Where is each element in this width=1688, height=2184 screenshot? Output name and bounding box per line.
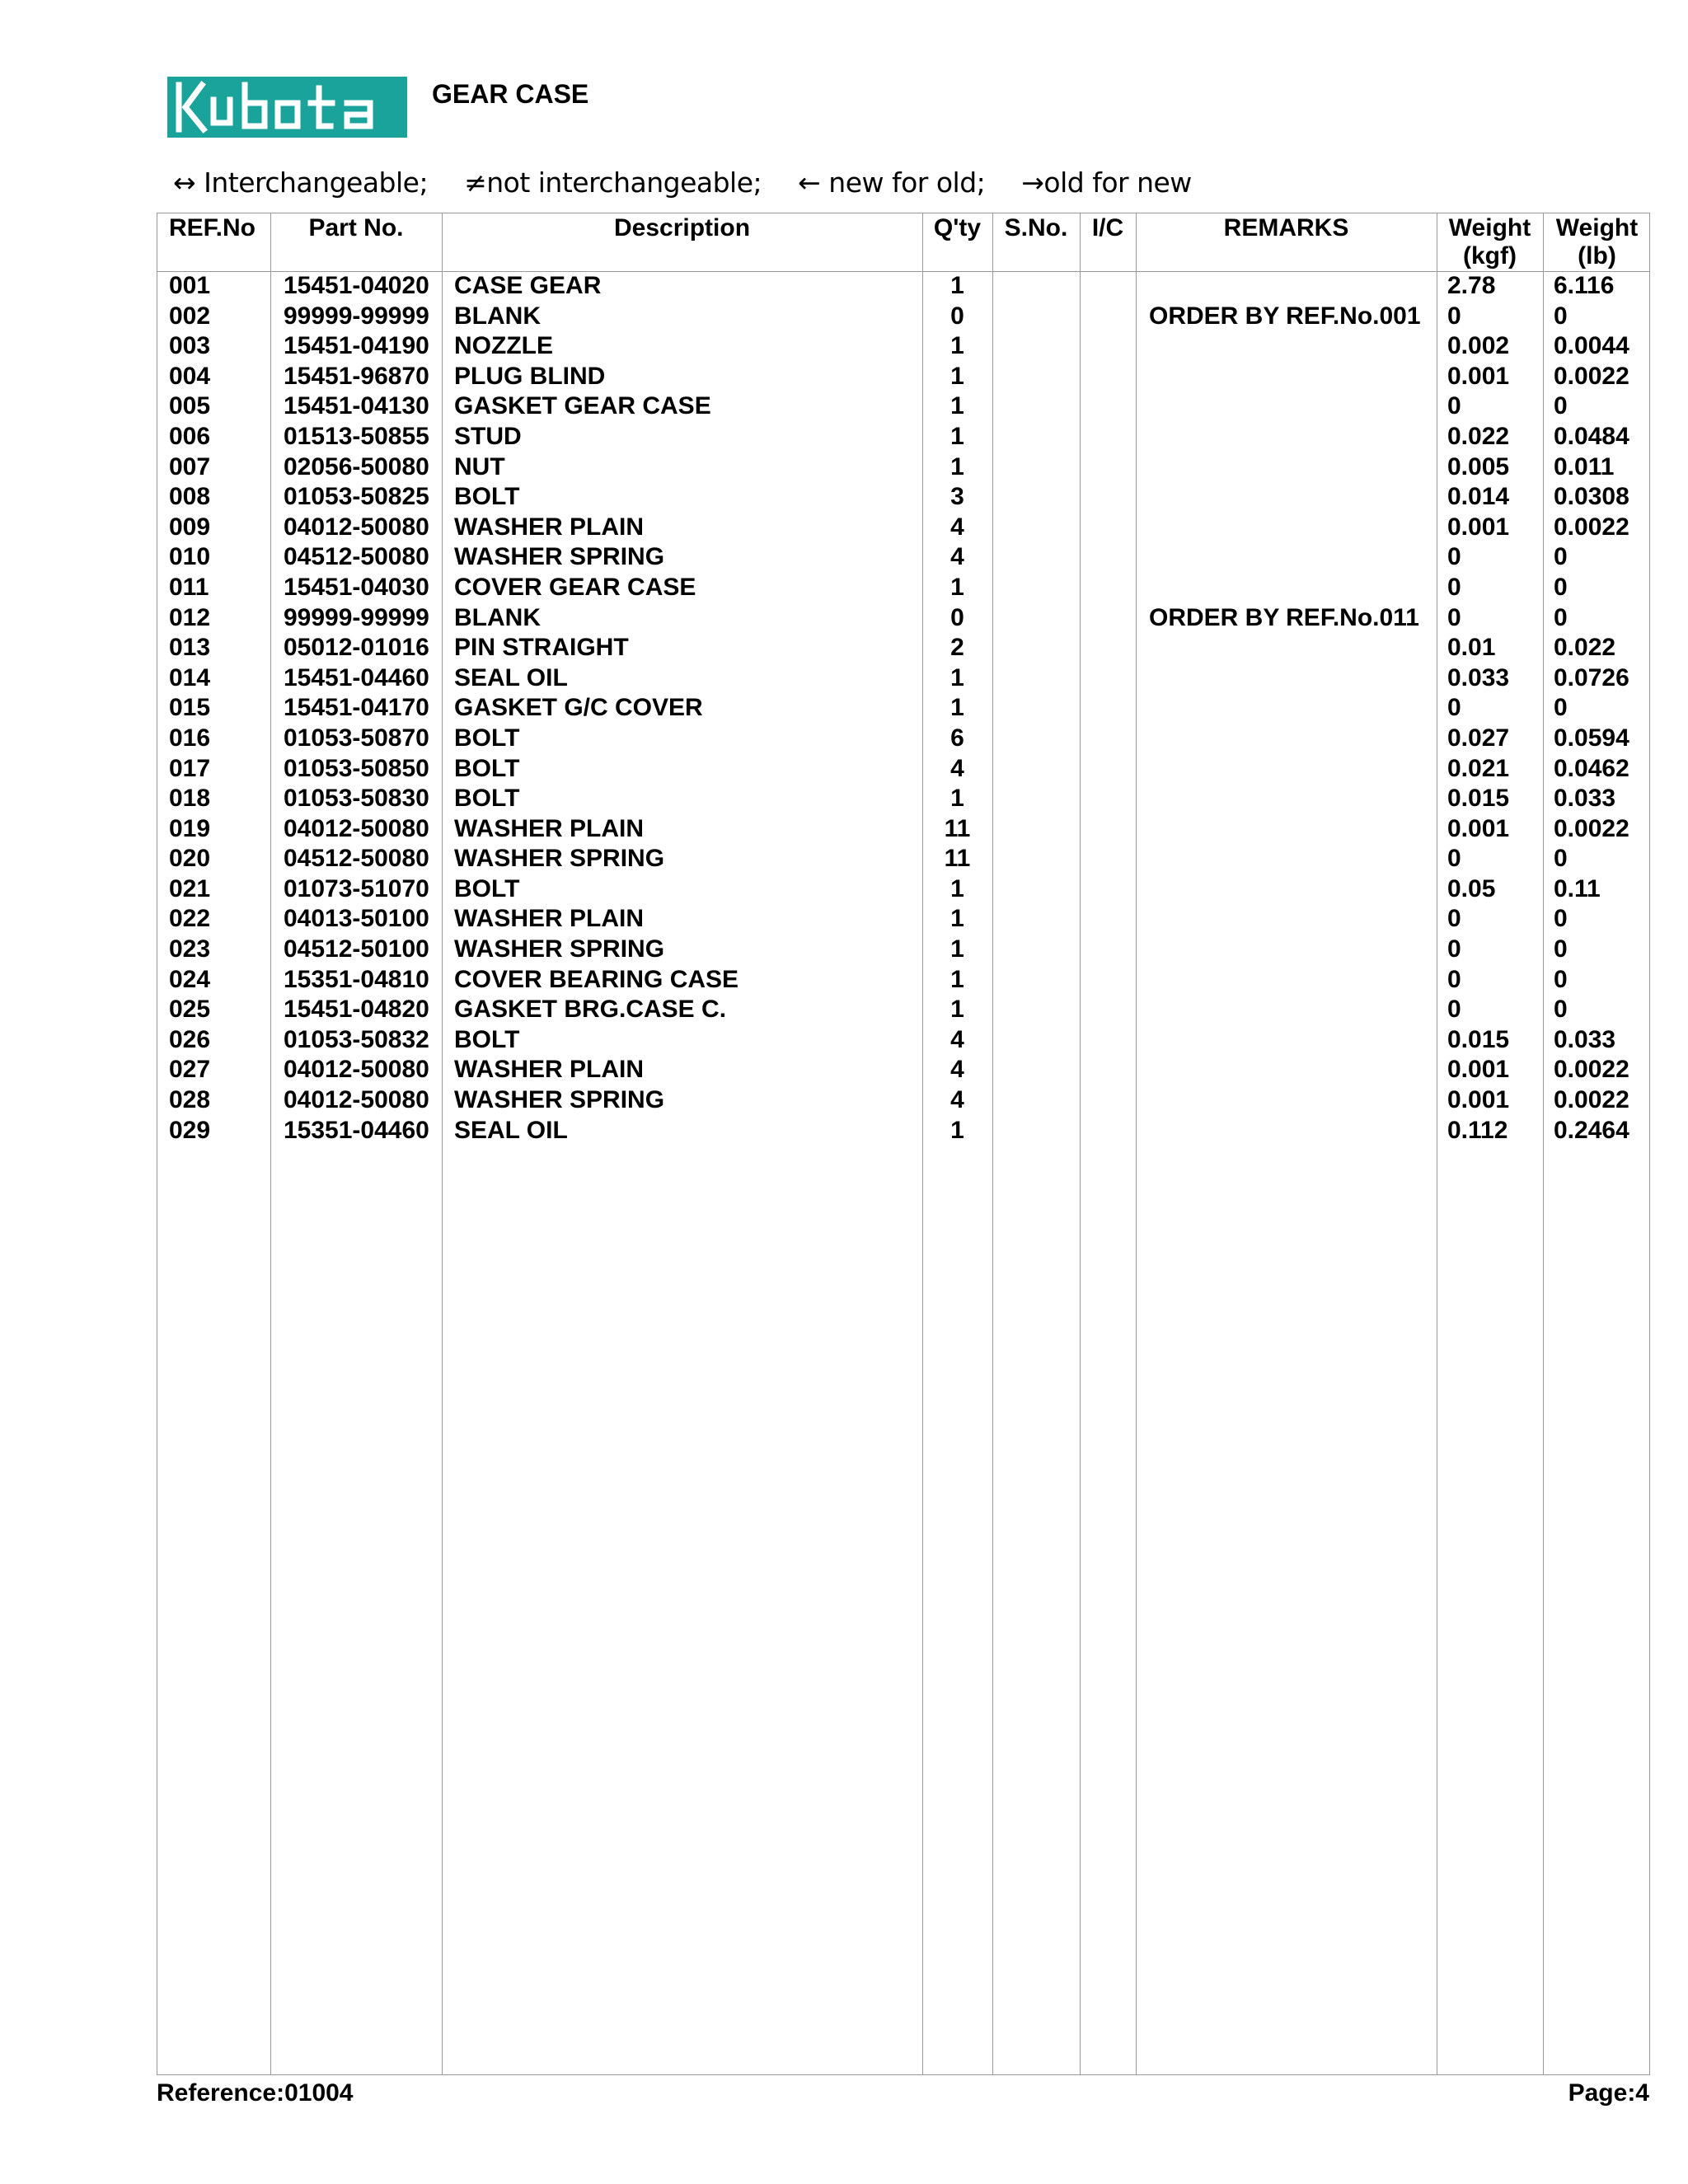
cell-description: GASKET GEAR CASE <box>454 392 711 420</box>
cell-qty: 2 <box>950 634 964 662</box>
cell-qty: 1 <box>950 785 964 813</box>
cell-weight-lb: 0.033 <box>1554 1025 1616 1053</box>
cell-ref-no: 023 <box>169 935 211 963</box>
legend-interchangeable: ↔ Interchangeable; <box>173 166 429 199</box>
cell-description: STUD <box>454 422 522 450</box>
cell-part-no: 15451-04030 <box>284 573 429 601</box>
cell-part-no: 01513-50855 <box>284 422 429 450</box>
cell-part-no: 15451-04190 <box>284 332 429 360</box>
interchangeability-legend <box>173 166 1220 199</box>
table-row <box>157 542 1649 573</box>
cell-part-no: 99999-99999 <box>284 603 429 631</box>
cell-weight-kgf: 0.05 <box>1447 874 1496 902</box>
kubota-logo-mark <box>167 77 407 138</box>
table-row <box>157 874 1649 905</box>
cell-remarks: ORDER BY REF.No.011 <box>1149 603 1419 631</box>
cell-weight-lb: 0.0022 <box>1554 362 1629 390</box>
cell-weight-kgf: 0.112 <box>1447 1116 1508 1144</box>
table-row <box>157 904 1649 935</box>
cell-part-no: 01053-50825 <box>284 483 429 511</box>
table-row <box>157 391 1649 422</box>
cell-weight-lb: 0.0044 <box>1554 332 1629 360</box>
cell-ref-no: 029 <box>169 1116 211 1144</box>
cell-weight-kgf: 0 <box>1447 603 1461 631</box>
cell-part-no: 04012-50080 <box>284 1056 429 1084</box>
cell-weight-kgf: 0.033 <box>1447 663 1510 691</box>
cell-description: BOLT <box>454 724 520 752</box>
table-row <box>157 633 1649 663</box>
header-weight-kgf-unit: (kgf) <box>1463 242 1517 269</box>
cell-ref-no: 028 <box>169 1086 211 1114</box>
cell-qty: 6 <box>950 724 964 752</box>
cell-ref-no: 007 <box>169 452 211 480</box>
cell-ref-no: 021 <box>169 874 211 902</box>
cell-weight-kgf: 0 <box>1447 302 1461 330</box>
cell-weight-kgf: 0.022 <box>1447 422 1510 450</box>
legend-new-for-old: ← new for old; <box>798 166 986 199</box>
cell-description: WASHER PLAIN <box>454 1056 645 1084</box>
cell-weight-kgf: 0 <box>1447 543 1461 571</box>
cell-ref-no: 005 <box>169 392 211 420</box>
cell-ref-no: 001 <box>169 272 211 299</box>
cell-ref-no: 013 <box>169 634 211 662</box>
table-row <box>157 1116 1649 1146</box>
cell-part-no: 04012-50080 <box>284 814 429 842</box>
table-row <box>157 814 1649 845</box>
header-serial-no: S.No. <box>1004 214 1068 241</box>
page-number: Page:4 <box>1568 2079 1649 2107</box>
cell-weight-lb: 0 <box>1554 935 1568 963</box>
cell-weight-lb: 0.022 <box>1554 634 1616 662</box>
cell-weight-lb: 0.0022 <box>1554 513 1629 541</box>
cell-description: CASE GEAR <box>454 272 602 299</box>
table-row <box>157 452 1649 483</box>
header-qty: Q'ty <box>933 214 982 241</box>
cell-part-no: 04013-50100 <box>284 905 429 933</box>
cell-part-no: 01053-50870 <box>284 724 429 752</box>
cell-weight-kgf: 2.78 <box>1447 272 1496 299</box>
table-row <box>157 965 1649 996</box>
header-weight-lb-unit: (lb) <box>1578 242 1616 269</box>
cell-ref-no: 002 <box>169 302 211 330</box>
cell-weight-kgf: 0.001 <box>1447 1056 1510 1084</box>
table-row <box>157 754 1649 785</box>
cell-ref-no: 008 <box>169 483 211 511</box>
cell-description: WASHER PLAIN <box>454 814 645 842</box>
table-row <box>157 784 1649 814</box>
parts-table <box>157 213 1650 2075</box>
header-remarks: REMARKS <box>1223 214 1349 241</box>
cell-part-no: 04512-50100 <box>284 935 429 963</box>
cell-qty: 1 <box>950 874 964 902</box>
cell-weight-lb: 0.0726 <box>1554 663 1629 691</box>
cell-ref-no: 017 <box>169 754 211 782</box>
cell-description: WASHER PLAIN <box>454 905 645 933</box>
cell-ref-no: 018 <box>169 785 211 813</box>
cell-weight-lb: 0.11 <box>1554 874 1601 902</box>
legend-not-interchangeable: ≠not interchangeable; <box>464 166 762 199</box>
table-row <box>157 663 1649 694</box>
cell-weight-lb: 6.116 <box>1554 272 1615 299</box>
kubota-logo <box>167 77 407 138</box>
cell-part-no: 15451-04170 <box>284 694 429 722</box>
cell-ref-no: 006 <box>169 422 211 450</box>
table-row <box>157 482 1649 513</box>
cell-part-no: 04512-50080 <box>284 543 429 571</box>
table-row <box>157 724 1649 754</box>
cell-part-no: 15451-04130 <box>284 392 429 420</box>
cell-weight-lb: 0 <box>1554 603 1568 631</box>
cell-weight-kgf: 0 <box>1447 996 1461 1024</box>
cell-ref-no: 025 <box>169 996 211 1024</box>
cell-weight-kgf: 0 <box>1447 694 1461 722</box>
cell-description: WASHER SPRING <box>454 935 665 963</box>
cell-qty: 1 <box>950 573 964 601</box>
cell-qty: 4 <box>950 754 964 782</box>
cell-qty: 1 <box>950 935 964 963</box>
cell-qty: 1 <box>950 362 964 390</box>
cell-weight-kgf: 0.001 <box>1447 1086 1510 1114</box>
header-ref-no: REF.No <box>169 214 256 241</box>
cell-ref-no: 004 <box>169 362 211 390</box>
cell-part-no: 15451-96870 <box>284 362 429 390</box>
cell-part-no: 02056-50080 <box>284 452 429 480</box>
cell-ref-no: 009 <box>169 513 211 541</box>
cell-description: COVER BEARING CASE <box>454 965 739 993</box>
cell-weight-lb: 0.0022 <box>1554 1056 1629 1084</box>
cell-weight-lb: 0.2464 <box>1554 1116 1629 1144</box>
cell-qty: 1 <box>950 996 964 1024</box>
cell-ref-no: 011 <box>169 573 209 601</box>
cell-description: WASHER SPRING <box>454 543 665 571</box>
header-weight-kgf <box>1437 213 1543 270</box>
cell-ref-no: 012 <box>169 603 211 631</box>
cell-part-no: 04012-50080 <box>284 1086 429 1114</box>
header-weight-lb <box>1543 213 1651 270</box>
cell-description: BOLT <box>454 874 520 902</box>
cell-part-no: 01073-51070 <box>284 874 429 902</box>
table-row <box>157 844 1649 874</box>
cell-weight-lb: 0 <box>1554 543 1568 571</box>
table-row <box>157 693 1649 724</box>
table-row <box>157 422 1649 452</box>
cell-weight-kgf: 0.001 <box>1447 513 1510 541</box>
cell-weight-kgf: 0.005 <box>1447 452 1510 480</box>
table-row <box>157 995 1649 1025</box>
cell-weight-lb: 0 <box>1554 302 1568 330</box>
cell-description: PIN STRAIGHT <box>454 634 629 662</box>
cell-weight-kgf: 0 <box>1447 392 1461 420</box>
cell-description: SEAL OIL <box>454 663 568 691</box>
cell-weight-lb: 0 <box>1554 905 1568 933</box>
cell-part-no: 05012-01016 <box>284 634 429 662</box>
cell-weight-lb: 0 <box>1554 845 1568 873</box>
cell-description: BOLT <box>454 1025 520 1053</box>
cell-description: WASHER SPRING <box>454 1086 665 1114</box>
cell-qty: 1 <box>950 332 964 360</box>
cell-qty: 4 <box>950 1086 964 1114</box>
cell-description: BOLT <box>454 785 520 813</box>
cell-qty: 4 <box>950 1025 964 1053</box>
cell-part-no: 15351-04810 <box>284 965 429 993</box>
cell-qty: 4 <box>950 1056 964 1084</box>
cell-remarks: ORDER BY REF.No.001 <box>1149 302 1421 330</box>
cell-weight-kgf: 0.001 <box>1447 362 1510 390</box>
cell-description: SEAL OIL <box>454 1116 568 1144</box>
cell-weight-lb: 0 <box>1554 965 1568 993</box>
cell-part-no: 15451-04020 <box>284 272 429 299</box>
table-row <box>157 603 1649 634</box>
cell-weight-kgf: 0.027 <box>1447 724 1510 752</box>
cell-weight-lb: 0.0308 <box>1554 483 1629 511</box>
cell-qty: 1 <box>950 272 964 299</box>
cell-weight-lb: 0.0594 <box>1554 724 1629 752</box>
cell-qty: 1 <box>950 392 964 420</box>
table-body <box>157 271 1649 1146</box>
cell-weight-lb: 0 <box>1554 573 1568 601</box>
table-row <box>157 302 1649 332</box>
header-weight-kgf-label: Weight <box>1448 214 1531 241</box>
table-row <box>157 331 1649 362</box>
cell-part-no: 15451-04460 <box>284 663 429 691</box>
cell-weight-kgf: 0.015 <box>1447 1025 1510 1053</box>
cell-weight-kgf: 0 <box>1447 573 1461 601</box>
cell-weight-lb: 0 <box>1554 694 1568 722</box>
cell-description: COVER GEAR CASE <box>454 573 696 601</box>
cell-description: BLANK <box>454 603 541 631</box>
cell-part-no: 01053-50830 <box>284 785 429 813</box>
cell-weight-kgf: 0.002 <box>1447 332 1510 360</box>
cell-part-no: 15351-04460 <box>284 1116 429 1144</box>
cell-weight-lb: 0 <box>1554 392 1568 420</box>
table-row <box>157 935 1649 965</box>
cell-description: WASHER SPRING <box>454 845 665 873</box>
cell-part-no: 04512-50080 <box>284 845 429 873</box>
cell-ref-no: 024 <box>169 965 211 993</box>
cell-ref-no: 010 <box>169 543 211 571</box>
cell-qty: 1 <box>950 422 964 450</box>
cell-qty: 4 <box>950 513 964 541</box>
cell-weight-lb: 0.0022 <box>1554 1086 1629 1114</box>
cell-qty: 3 <box>950 483 964 511</box>
cell-weight-kgf: 0.001 <box>1447 814 1510 842</box>
cell-ref-no: 022 <box>169 905 211 933</box>
cell-description: PLUG BLIND <box>454 362 606 390</box>
cell-weight-kgf: 0 <box>1447 935 1461 963</box>
cell-qty: 0 <box>950 302 964 330</box>
cell-ref-no: 020 <box>169 845 211 873</box>
reference-number: Reference:01004 <box>157 2079 354 2107</box>
table-row <box>157 573 1649 603</box>
cell-description: BOLT <box>454 754 520 782</box>
cell-weight-kgf: 0 <box>1447 905 1461 933</box>
cell-weight-lb: 0.033 <box>1554 785 1616 813</box>
cell-part-no: 99999-99999 <box>284 302 429 330</box>
cell-part-no: 01053-50832 <box>284 1025 429 1053</box>
header-weight-lb-label: Weight <box>1555 214 1639 241</box>
cell-part-no: 04012-50080 <box>284 513 429 541</box>
cell-ref-no: 019 <box>169 814 211 842</box>
cell-weight-kgf: 0 <box>1447 965 1461 993</box>
cell-qty: 1 <box>950 1116 964 1144</box>
table-row <box>157 513 1649 543</box>
cell-qty: 1 <box>950 694 964 722</box>
header-description: Description <box>613 214 751 241</box>
table-row <box>157 1055 1649 1085</box>
cell-description: GASKET BRG.CASE C. <box>454 996 727 1024</box>
table-row <box>157 271 1649 302</box>
cell-ref-no: 003 <box>169 332 211 360</box>
cell-qty: 1 <box>950 663 964 691</box>
header-part-no: Part No. <box>308 214 404 241</box>
cell-qty: 4 <box>950 543 964 571</box>
cell-ref-no: 015 <box>169 694 211 722</box>
cell-ref-no: 026 <box>169 1025 211 1053</box>
cell-description: BOLT <box>454 483 520 511</box>
cell-weight-kgf: 0.015 <box>1447 785 1510 813</box>
cell-ref-no: 027 <box>169 1056 211 1084</box>
cell-qty: 1 <box>950 965 964 993</box>
cell-qty: 1 <box>950 905 964 933</box>
cell-weight-kgf: 0 <box>1447 845 1461 873</box>
cell-description: WASHER PLAIN <box>454 513 645 541</box>
legend-old-for-new: →old for new <box>1021 166 1192 199</box>
cell-weight-kgf: 0.01 <box>1447 634 1496 662</box>
cell-weight-kgf: 0.014 <box>1447 483 1510 511</box>
cell-description: GASKET G/C COVER <box>454 694 703 722</box>
table-row <box>157 362 1649 392</box>
cell-part-no: 15451-04820 <box>284 996 429 1024</box>
cell-ref-no: 016 <box>169 724 211 752</box>
cell-qty: 11 <box>944 814 971 842</box>
cell-qty: 1 <box>950 452 964 480</box>
cell-weight-lb: 0 <box>1554 996 1568 1024</box>
cell-weight-kgf: 0.021 <box>1447 754 1510 782</box>
header-ic: I/C <box>1091 214 1124 241</box>
table-row <box>157 1025 1649 1056</box>
cell-weight-lb: 0.0484 <box>1554 422 1629 450</box>
page-title: GEAR CASE <box>432 79 589 109</box>
cell-weight-lb: 0.0022 <box>1554 814 1629 842</box>
cell-weight-lb: 0.011 <box>1554 452 1615 480</box>
cell-qty: 0 <box>950 603 964 631</box>
table-row <box>157 1085 1649 1116</box>
cell-ref-no: 014 <box>169 663 211 691</box>
cell-description: NUT <box>454 452 505 480</box>
cell-qty: 11 <box>944 845 971 873</box>
cell-description: BLANK <box>454 302 541 330</box>
cell-part-no: 01053-50850 <box>284 754 429 782</box>
cell-weight-lb: 0.0462 <box>1554 754 1629 782</box>
cell-description: NOZZLE <box>454 332 553 360</box>
